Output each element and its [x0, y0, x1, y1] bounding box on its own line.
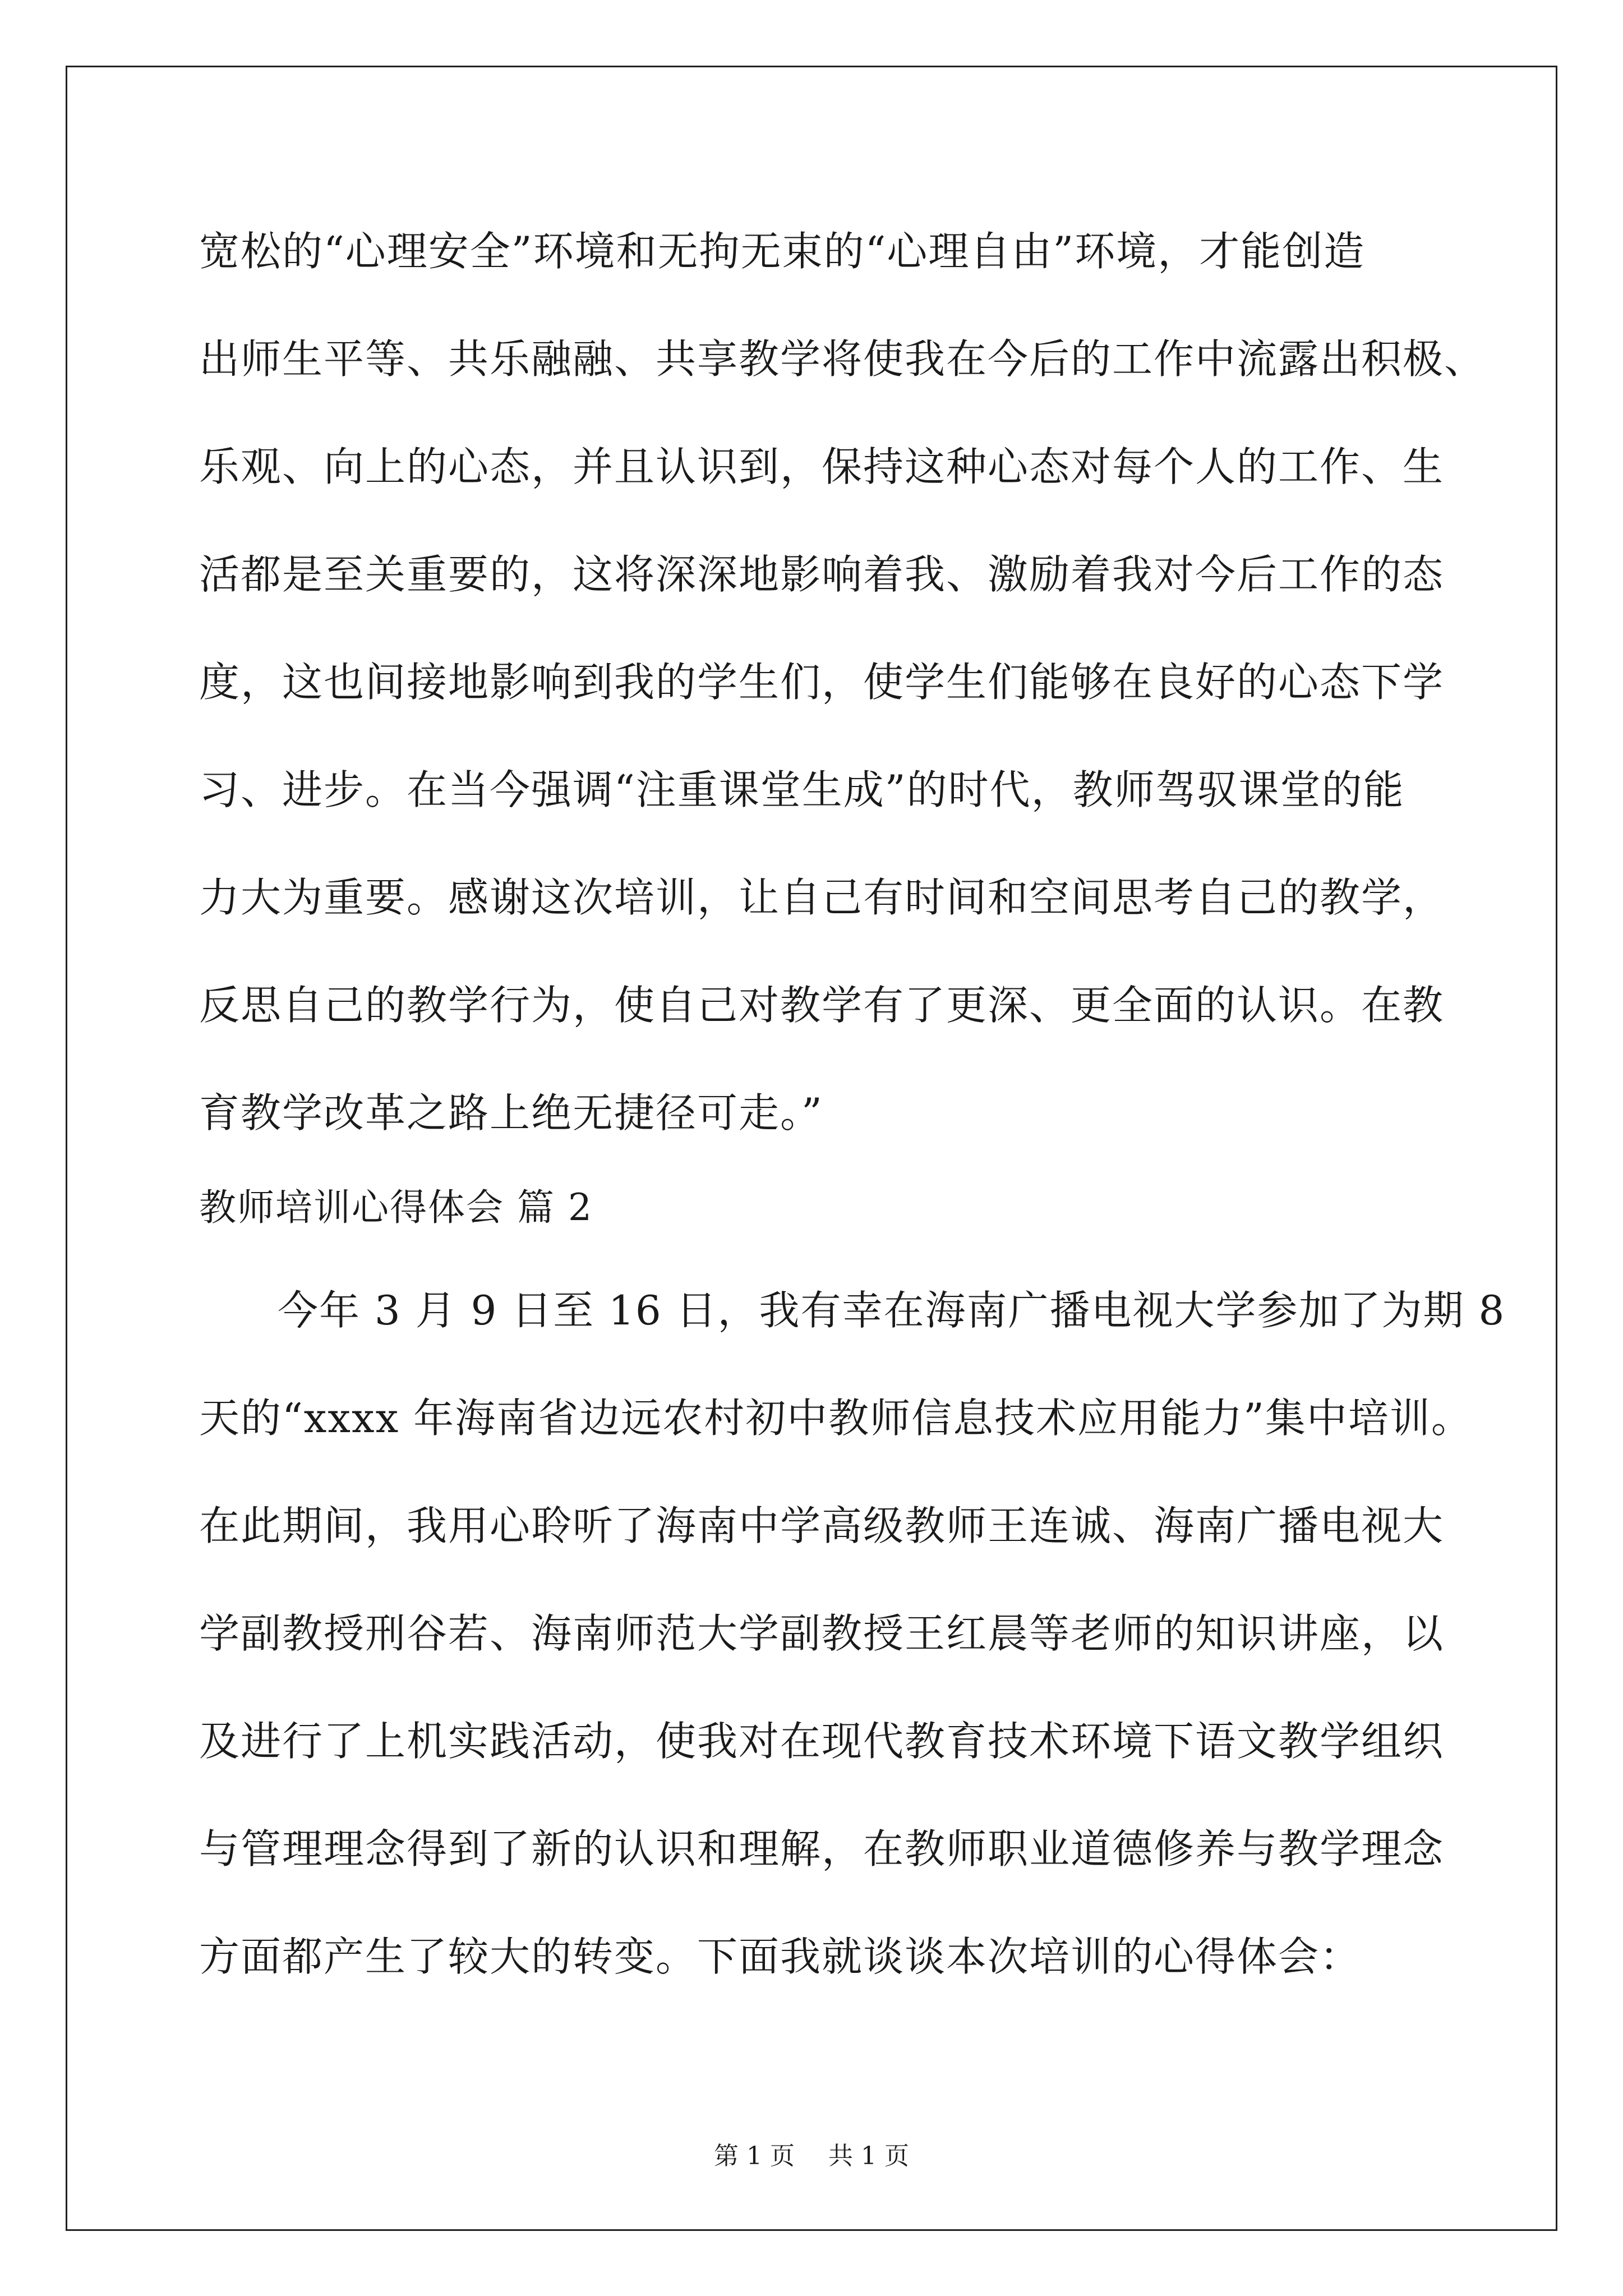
text-line: 度，这也间接地影响到我的学生们，使学生们能够在良好的心态下学 — [199, 659, 1445, 706]
page-border — [66, 66, 1557, 2231]
current-page-label: 第 1 页 — [714, 2142, 795, 2170]
text-line: 学副教授刑谷若、海南师范大学副教授王红晨等老师的知识讲座，以 — [199, 1610, 1445, 1657]
text-line: 反思自己的教学行为，使自己对教学有了更深、更全面的认识。在教 — [199, 982, 1445, 1029]
page-footer — [0, 2144, 1623, 2169]
text-line: 今年 3 月 9 日至 16 日，我有幸在海南广播电视大学参加了为期 8 — [278, 1287, 1506, 1334]
text-line: 方面都产生了较大的转变。下面我就谈谈本次培训的心得体会： — [199, 1933, 1362, 1980]
text-line: 与管理理念得到了新的认识和理解，在教师职业道德修养与教学理念 — [199, 1825, 1445, 1872]
text-line: 天的“xxxx 年海南省边远农村初中教师信息技术应用能力”集中培训。 — [199, 1395, 1473, 1442]
section-heading: 教师培训心得体会 篇 2 — [199, 1186, 593, 1229]
text-line: 及进行了上机实践活动，使我对在现代教育技术环境下语文教学组织 — [199, 1718, 1445, 1765]
text-line: 育教学改革之路上绝无捷径可走。” — [199, 1089, 823, 1137]
text-line: 习、进步。在当今强调“注重课堂生成”的时代，教师驾驭课堂的能 — [199, 766, 1405, 813]
text-line: 力大为重要。感谢这次培训，让自己有时间和空间思考自己的教学， — [199, 874, 1445, 921]
text-line: 出师生平等、共乐融融、共享教学将使我在今后的工作中流露出积极、 — [199, 335, 1486, 383]
text-line: 活都是至关重要的，这将深深地影响着我、激励着我对今后工作的态 — [199, 551, 1445, 598]
text-line: 乐观、向上的心态，并且认识到，保持这种心态对每个人的工作、生 — [199, 443, 1445, 490]
text-line: 在此期间，我用心聆听了海南中学高级教师王连诚、海南广播电视大 — [199, 1502, 1445, 1549]
total-pages-label: 共 1 页 — [828, 2142, 909, 2170]
text-line: 宽松的“心理安全”环境和无拘无束的“心理自由”环境，才能创造 — [199, 228, 1366, 275]
